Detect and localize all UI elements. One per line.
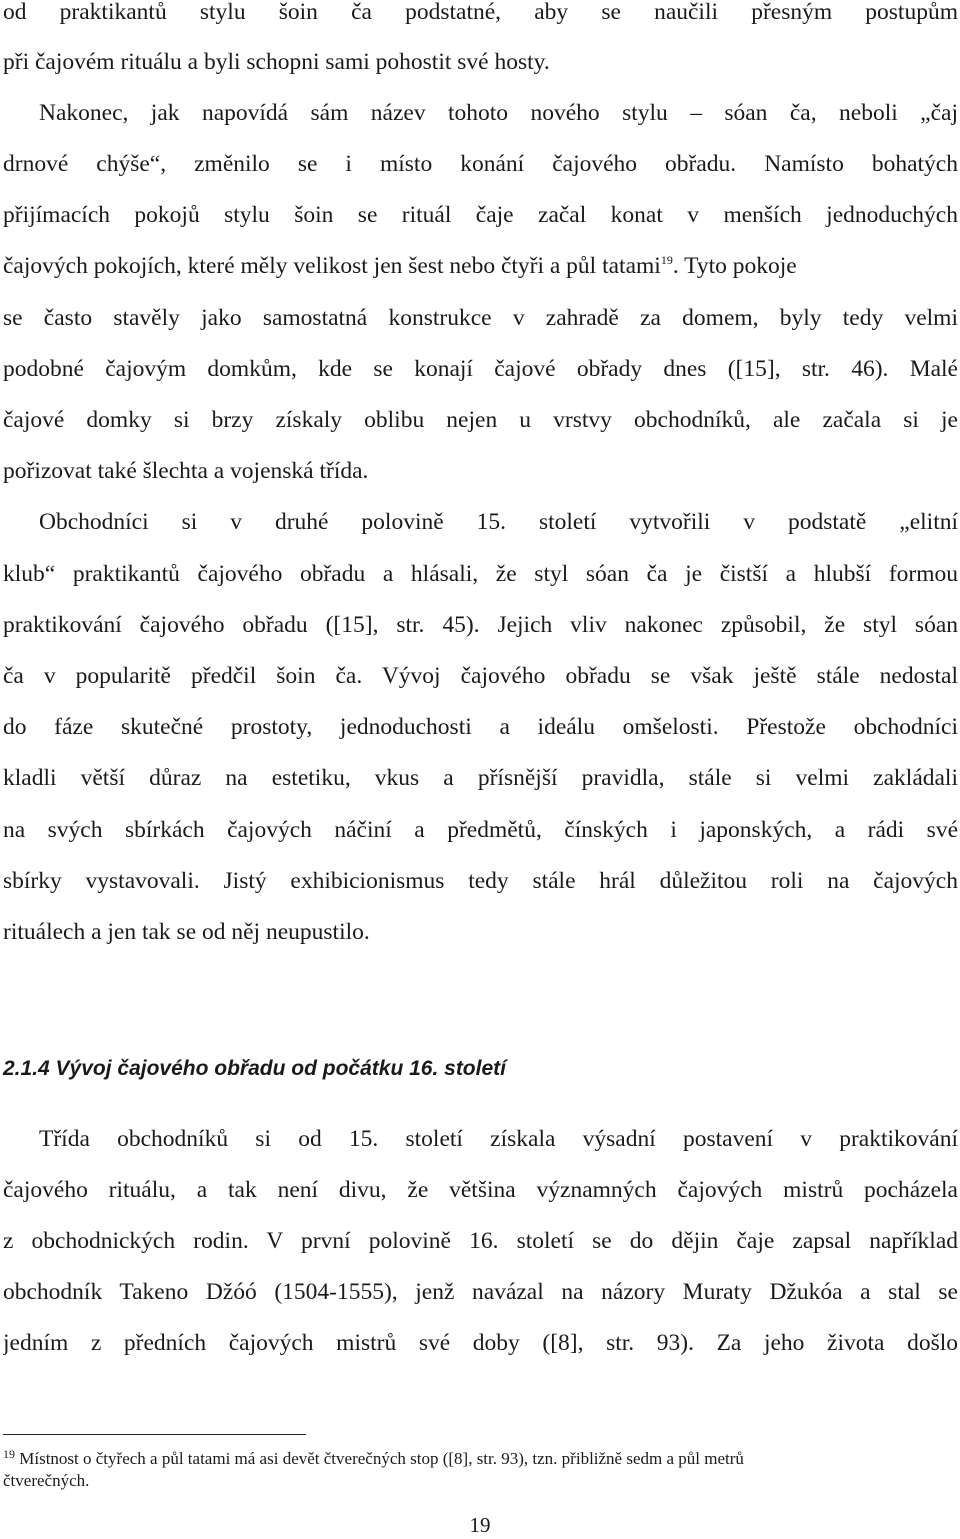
text-line: Nakonec, jak napovídá sám název tohoto nového stylu – sóan ča, neboli „čaj bbox=[39, 100, 958, 126]
text-line: drnové chýše“, změnilo se i místo konání čajového obřadu. Namísto bohatých bbox=[3, 151, 958, 177]
text-line: při čajovém rituálu a byli schopni sami pohostit své hosty. bbox=[3, 49, 550, 75]
text-line: ča v popularitě předčil šoin ča. Vývoj čajového obřadu se však ještě stále nedostal bbox=[3, 663, 958, 689]
footnote-separator bbox=[3, 1434, 306, 1435]
text-line: přijímacích pokojů stylu šoin se rituál čaje začal konat v menších jednoduchých bbox=[3, 202, 958, 228]
footnote-reference[interactable]: 19 bbox=[660, 253, 673, 267]
text-line: Třída obchodníků si od 15. století získala výsadní postavení v praktikování bbox=[39, 1126, 958, 1152]
footnote-text: Místnost o čtyřech a půl tatami má asi devět čtverečných stop ([8], str. 93), tzn. přibližně sedm a půl metrů bbox=[19, 1449, 744, 1468]
text-line: rituálech a jen tak se od něj neupustilo. bbox=[3, 919, 370, 945]
text-line: do fáze skutečné prostoty, jednoduchosti a ideálu omšelosti. Přestože obchodníci bbox=[3, 714, 958, 740]
text-line: čajové domky si brzy získaly oblibu nejen u vrstvy obchodníků, ale začala si je bbox=[3, 407, 958, 433]
text-line: podobné čajovým domkům, kde se konají čajové obřady dnes ([15], str. 46). Malé bbox=[3, 356, 958, 382]
text-line: kladli větší důraz na estetiku, vkus a přísnější pravidla, stále si velmi zakládali bbox=[3, 765, 958, 791]
footnote-continuation: čtverečných. bbox=[3, 1471, 90, 1490]
text-line: jedním z předních čajových mistrů své doby ([8], str. 93). Za jeho života došlo bbox=[3, 1330, 958, 1356]
text-line bbox=[3, 248, 958, 284]
text-line: klub“ praktikantů čajového obřadu a hlásali, že styl sóan ča je čistší a hlubší formou bbox=[3, 561, 958, 587]
text-line: z obchodnických rodin. V první polovině 16. století se do dějin čaje zapsal například bbox=[3, 1228, 958, 1254]
section-heading: 2.1.4 Vývoj čajového obřadu od počátku 16. století bbox=[3, 1057, 506, 1080]
text-line: na svých sbírkách čajových náčiní a předmětů, čínských i japonských, a rádi své bbox=[3, 817, 958, 843]
text-line: praktikování čajového obřadu ([15], str. 45). Jejich vliv nakonec způsobil, že styl sóan bbox=[3, 612, 958, 638]
text-line: od praktikantů stylu šoin ča podstatné, aby se naučili přesným postupům bbox=[3, 0, 958, 25]
text-segment: čajových pokojích, které měly velikost jen šest nebo čtyři a půl tatami bbox=[3, 253, 661, 279]
footnote-number: 19 bbox=[3, 1448, 15, 1461]
text-line: čajového rituálu, a tak není divu, že většina významných čajových mistrů pocházela bbox=[3, 1177, 958, 1203]
text-segment: . Tyto pokoje bbox=[672, 253, 797, 279]
text-line: se často stavěly jako samostatná konstrukce v zahradě za domem, byly tedy velmi bbox=[3, 305, 958, 331]
footnote bbox=[3, 1448, 958, 1470]
text-line: obchodník Takeno Džóó (1504-1555), jenž navázal na názory Muraty Džukóa a stal se bbox=[3, 1279, 958, 1305]
text-line: Obchodníci si v druhé polovině 15. století vytvořili v podstatě „elitní bbox=[39, 509, 958, 535]
text-line: sbírky vystavovali. Jistý exhibicionismus tedy stále hrál důležitou roli na čajových bbox=[3, 868, 958, 894]
text-line: pořizovat také šlechta a vojenská třída. bbox=[3, 458, 369, 484]
page-number: 19 bbox=[469, 1513, 491, 1537]
